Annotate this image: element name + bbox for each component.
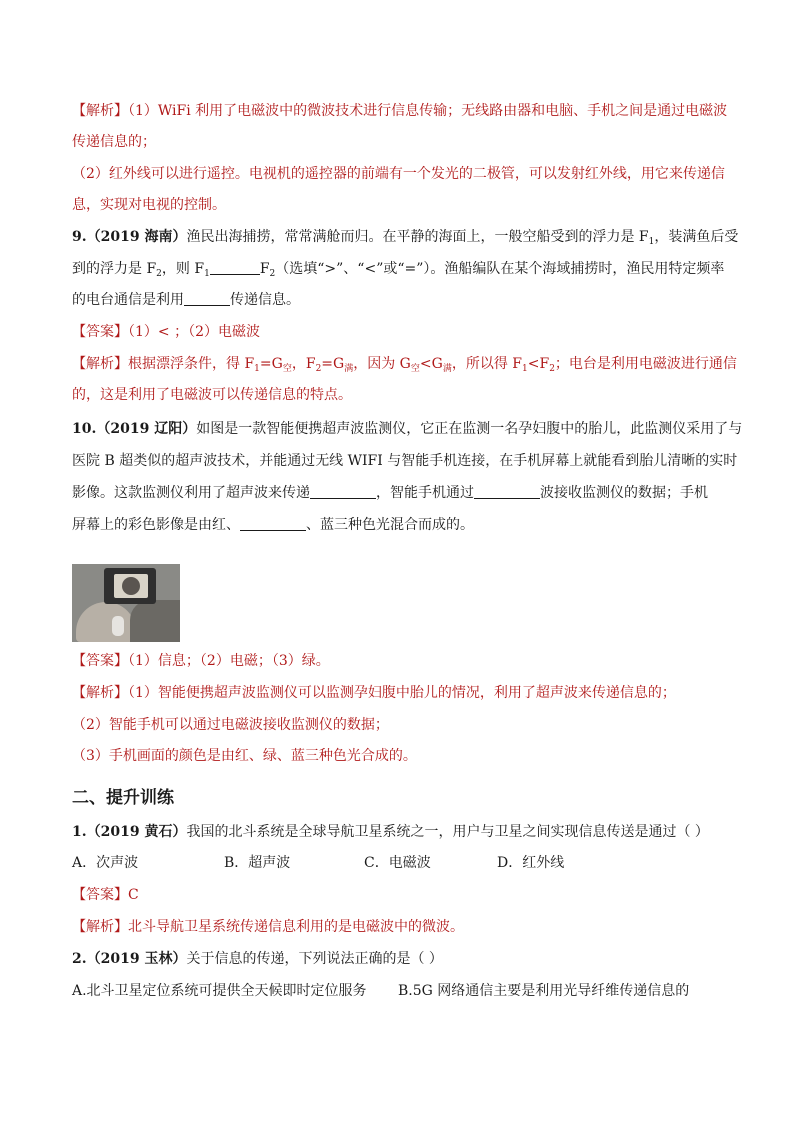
option-b[interactable]: B．超声波 — [224, 855, 291, 871]
q10-analysis-line2: （2）智能手机可以通过电磁波接收监测仪的数据； — [72, 717, 389, 733]
answer-blank — [210, 260, 260, 275]
belly-shape — [130, 600, 180, 642]
q9-stem-line1: 9.（2019 海南）渔民出海捕捞，常常满舱而归。在平静的海面上，一般空船受到的浮力是 $F_1$，装满鱼后受 — [72, 229, 739, 247]
s2q1-options — [72, 853, 722, 873]
q10-analysis-line1: 【解析】（1）智能便携超声波监测仪可以监测孕妇腹中胎儿的情况，利用了超声波来传递信息的； — [72, 685, 676, 701]
q8-analysis-line2: 传递信息的； — [72, 134, 156, 150]
question-source: 9.（2019 海南） — [72, 229, 187, 245]
q10-stem-line1: 10.（2019 辽阳）如图是一款智能便携超声波监测仪，它正在监测一名孕妇腹中的胎儿，此监测仪采用了与 — [72, 421, 743, 437]
answer-blank — [474, 484, 540, 499]
q9-answer: 【答案】（1）< ；（2）电磁波 — [72, 324, 260, 340]
q10-stem-line3: 影像。这款监测仪利用了超声波来传递 ，智能手机通过 波接收监测仪的数据；手机 — [72, 485, 708, 501]
analysis-tag: 【解析】 — [72, 103, 128, 119]
option-b[interactable]: B.5G 网络通信主要是利用光导纤维传递信息的 — [398, 983, 690, 999]
section-title: 二、提升训练 — [72, 788, 174, 808]
question-source: 10.（2019 辽阳） — [72, 421, 197, 437]
s2q1-stem: 1.（2019 黄石）我国的北斗系统是全球导航卫星系统之一，用户与卫星之间实现信息传送是通过（ ） — [72, 824, 709, 840]
hand-shape — [76, 602, 136, 642]
fetus-scan-image — [122, 577, 140, 595]
s2q1-analysis: 【解析】北斗导航卫星系统传递信息利用的是电磁波中的微波。 — [72, 919, 464, 935]
q9-stem-line2: 到的浮力是 $F_2$，则 $F_1$ $F_2$（选填“>”、“<”或“=”）。渔船编队在某个海域捕捞时，渔民用特定频率 — [72, 261, 725, 279]
s2q1-answer: 【答案】C — [72, 887, 139, 903]
option-c[interactable]: C．电磁波 — [364, 855, 431, 871]
ultrasound-monitor-photo — [72, 564, 180, 642]
q9-analysis-line1: 【解析】根据漂浮条件，得 $F_1=G_空$，$F_2=G_满$，因为 $G_空<G_满$，所以得 $F_1<F_2$；电台是利用电磁波进行通信 — [72, 356, 737, 374]
answer-blank — [310, 484, 376, 499]
s2q2-options — [72, 981, 722, 1001]
ultrasound-probe — [112, 616, 124, 636]
option-a[interactable]: A．次声波 — [72, 855, 139, 871]
q9-analysis-line2: 的，这是利用了电磁波可以传递信息的特点。 — [72, 387, 352, 403]
q10-analysis-line3: （3）手机画面的颜色是由红、绿、蓝三种色光合成的。 — [72, 748, 417, 764]
q10-stem-line4: 屏幕上的彩色影像是由红、 、蓝三种色光混合而成的。 — [72, 517, 474, 533]
answer-blank — [240, 516, 306, 531]
option-d[interactable]: D．红外线 — [497, 855, 565, 871]
option-a[interactable]: A.北斗卫星定位系统可提供全天候即时定位服务 — [72, 983, 367, 999]
q8-analysis-line3: （2）红外线可以进行遥控。电视机的遥控器的前端有一个发光的二极管，可以发射红外线，用它来传递信 — [72, 166, 725, 182]
q10-stem-line2: 医院 B 超类似的超声波技术，并能通过无线 WIFI 与智能手机连接，在手机屏幕上就能看到胎儿清晰的实时 — [72, 453, 738, 469]
q8-analysis-line1: 【解析】（1）WiFi 利用了电磁波中的微波技术进行信息传输；无线路由器和电脑、手机之间是通过电磁波 — [72, 103, 728, 119]
q10-answer: 【答案】（1）信息；（2）电磁；（3）绿。 — [72, 653, 330, 669]
question-source: 2.（2019 玉林） — [72, 951, 187, 967]
answer-blank — [184, 291, 230, 306]
q9-stem-line3: 的电台通信是利用 传递信息。 — [72, 292, 300, 308]
question-source: 1.（2019 黄石） — [72, 824, 187, 840]
q8-analysis-line4: 息，实现对电视的控制。 — [72, 197, 226, 213]
s2q2-stem: 2.（2019 玉林）关于信息的传递，下列说法正确的是（ ） — [72, 951, 443, 967]
